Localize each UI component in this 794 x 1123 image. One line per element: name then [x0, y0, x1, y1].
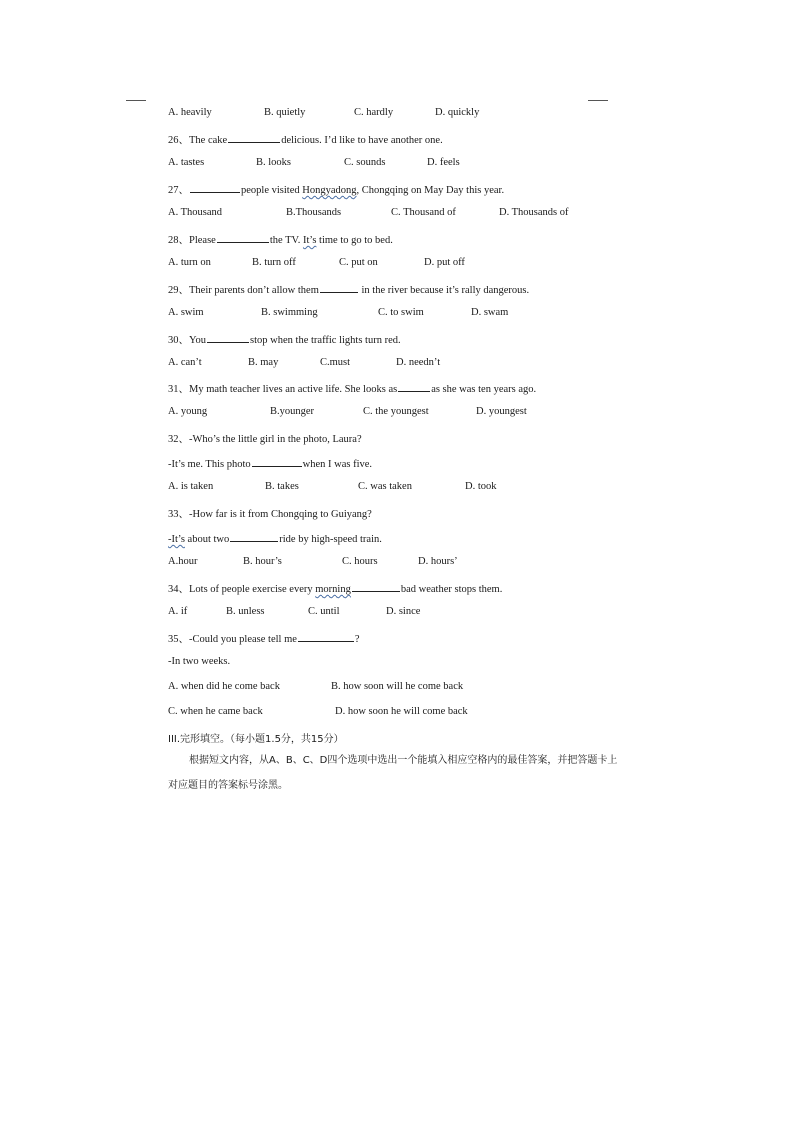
- question-text: -Who’s the little girl in the photo, Laura?: [189, 434, 362, 445]
- question-text: Please: [189, 235, 216, 246]
- option-a: A. if: [168, 606, 188, 617]
- question-26: [168, 132, 443, 147]
- question-number: 30、: [168, 335, 189, 346]
- question-30: [168, 332, 401, 347]
- option-a: A. is taken: [168, 481, 214, 492]
- option-a: A. Thousand: [168, 207, 223, 218]
- question-number: 35、: [168, 634, 189, 645]
- question-number: 29、: [168, 285, 189, 296]
- section-instruction: 根据短文内容，从A、B、C、D四个选项中选出一个能填入相应空格内的最佳答案，并把答题卡上对应题目的答案标号涂黑。: [168, 755, 618, 791]
- option-c: C. was taken: [358, 481, 412, 492]
- question-text: -Could you please tell me: [189, 634, 297, 645]
- answer-blank: [320, 282, 358, 293]
- option-a: A.hour: [168, 556, 198, 567]
- answer-blank: [398, 381, 430, 392]
- answer-blank: [352, 581, 400, 592]
- option-c: C. when he came back: [168, 706, 263, 717]
- question-text: stop when the traffic lights turn red.: [250, 335, 401, 346]
- option-d: D. swam: [471, 307, 509, 318]
- question-34: [168, 581, 502, 596]
- question-27: [168, 182, 504, 197]
- question-number: 32、: [168, 434, 189, 445]
- question-text: ?: [354, 634, 360, 645]
- question-text: You: [189, 335, 207, 346]
- option-b: B. swimming: [261, 307, 318, 318]
- option-c: C. to swim: [378, 307, 424, 318]
- q25-options: [168, 107, 628, 121]
- option-c: C. put on: [339, 257, 378, 268]
- q31-options: [168, 406, 628, 420]
- wavy-word: morning: [315, 584, 351, 595]
- option-c: C. the youngest: [363, 406, 429, 417]
- option-d: D. hours’: [418, 556, 458, 567]
- question-text: time to go to bed.: [316, 235, 393, 246]
- question-text: The cake: [189, 135, 228, 146]
- q29-options: [168, 307, 628, 321]
- question-text: , Chongqing on May Day this year.: [356, 185, 505, 196]
- answer-text: ride by high-speed train.: [279, 534, 382, 545]
- answer-blank: [298, 631, 354, 642]
- option-b: B.Thousands: [286, 207, 342, 218]
- question-number: 33、: [168, 509, 189, 520]
- answer-text: when I was five.: [302, 459, 373, 470]
- q35-options-row2: [168, 706, 628, 720]
- answer-text: about two: [184, 534, 230, 545]
- option-d: D. youngest: [476, 406, 527, 417]
- q26-options: [168, 157, 628, 171]
- q28-options: [168, 257, 628, 271]
- question-number: 34、: [168, 584, 189, 595]
- option-b: B. quietly: [264, 107, 306, 118]
- q27-options: [168, 207, 628, 221]
- option-c: C. hardly: [354, 107, 394, 118]
- q33-options: [168, 556, 628, 570]
- section-heading: III.完形填空。（每小题1.5分，共15分）: [168, 734, 344, 745]
- q30-options: [168, 357, 628, 371]
- option-b: B. takes: [265, 481, 299, 492]
- question-text: Lots of people exercise every: [189, 584, 316, 595]
- option-d: D. since: [386, 606, 421, 617]
- question-number: 27、: [168, 185, 189, 196]
- option-c: C.must: [320, 357, 351, 368]
- option-d: D. needn’t: [396, 357, 441, 368]
- header-dash-right: [588, 100, 608, 101]
- question-33-answer: [168, 531, 382, 545]
- option-b: B. turn off: [252, 257, 296, 268]
- question-29: [168, 282, 529, 297]
- wavy-word: It’s: [302, 235, 317, 246]
- answer-text: -It’s me. This photo: [168, 459, 251, 470]
- question-text: in the river because it’s rally dangerous.: [358, 285, 530, 296]
- question-text: as she was ten years ago.: [431, 384, 537, 395]
- question-text: -How far is it from Chongqing to Guiyang?: [189, 509, 372, 520]
- option-c: C. sounds: [344, 157, 386, 168]
- q35-options-row1: [168, 681, 628, 695]
- question-28: [168, 232, 393, 247]
- option-d: D. quickly: [435, 107, 480, 118]
- option-a: A. can’t: [168, 357, 202, 368]
- question-32-answer: [168, 456, 372, 470]
- question-number: 26、: [168, 135, 189, 146]
- answer-blank: [207, 332, 249, 343]
- question-text: bad weather stops them.: [400, 584, 503, 595]
- answer-blank: [252, 456, 302, 467]
- question-33: [168, 506, 372, 521]
- option-b: B. how soon will he come back: [331, 681, 464, 692]
- option-d: D. took: [465, 481, 497, 492]
- answer-blank: [230, 531, 278, 542]
- option-a: A. tastes: [168, 157, 205, 168]
- question-31: [168, 381, 536, 396]
- option-d: D. put off: [424, 257, 465, 268]
- option-a: A. turn on: [168, 257, 211, 268]
- option-d: D. feels: [427, 157, 460, 168]
- option-c: C. hours: [342, 556, 378, 567]
- option-d: D. Thousands of: [499, 207, 569, 218]
- q34-options: [168, 606, 628, 620]
- option-d: D. how soon he will come back: [335, 706, 468, 717]
- answer-blank: [190, 182, 240, 193]
- question-32: [168, 431, 362, 446]
- question-number: 28、: [168, 235, 189, 246]
- question-text: My math teacher lives an active life. She looks as: [189, 384, 398, 395]
- question-text: the TV.: [269, 235, 303, 246]
- option-b: B. may: [248, 357, 279, 368]
- question-text: delicious. I’d like to have another one.: [281, 135, 443, 146]
- option-a: A. when did he come back: [168, 681, 280, 692]
- option-a: A. heavily: [168, 107, 212, 118]
- place-name: Hongyadong: [302, 185, 357, 196]
- option-b: B. hour’s: [243, 556, 282, 567]
- option-c: C. until: [308, 606, 340, 617]
- answer-blank: [228, 132, 280, 143]
- option-a: A. swim: [168, 307, 204, 318]
- question-text: Their parents don’t allow them: [189, 285, 319, 296]
- question-text: people visited: [241, 185, 303, 196]
- option-b: B. looks: [256, 157, 292, 168]
- question-number: 31、: [168, 384, 189, 395]
- option-b: B.younger: [270, 406, 315, 417]
- header-dash-left: [126, 100, 146, 101]
- answer-blank: [217, 232, 269, 243]
- question-35-answer: -In two weeks.: [168, 656, 231, 667]
- option-b: B. unless: [226, 606, 265, 617]
- wavy-word: -It’s: [168, 534, 185, 545]
- question-35: [168, 631, 360, 646]
- option-a: A. young: [168, 406, 208, 417]
- q32-options: [168, 481, 628, 495]
- option-c: C. Thousand of: [391, 207, 456, 218]
